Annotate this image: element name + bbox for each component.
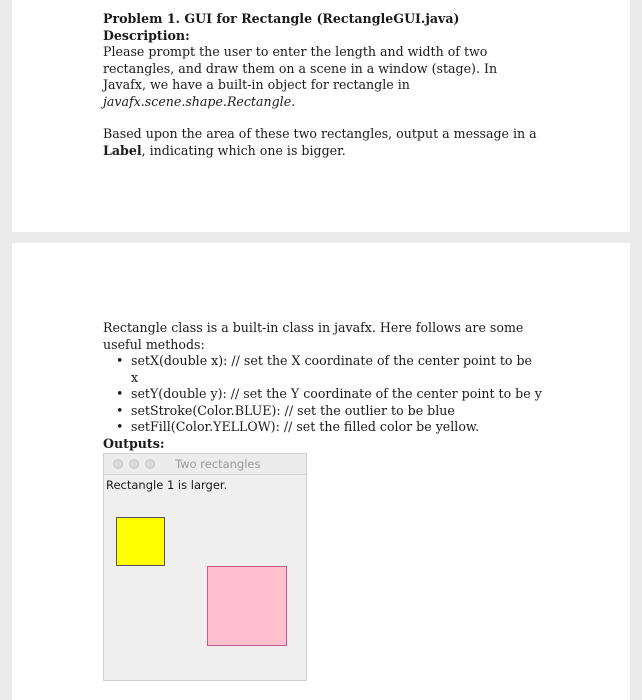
outputs-heading: Outputs: [103,436,165,451]
document-page-1 [12,0,630,232]
method-text: setY(double y): // set the Y coordinate of the center point to be y [131,386,542,401]
list-item [103,386,543,403]
bullet: • [116,386,124,401]
method-text: setStroke(Color.BLUE): // set the outlier to be blue [131,402,455,418]
problem-title: Problem 1. GUI for Rectangle (RectangleGUI.java) [103,11,460,26]
methods-intro: Rectangle class is a built-in class in javafx. Here follows are some useful methods: [103,320,524,352]
output-window-screenshot [103,453,307,681]
method-text: setX(double x): // set the X coordinate of the center point to be x [131,353,532,385]
output-instruction-text: Based upon the area of these two rectangles, output a message in a [103,126,537,141]
window-title: Two rectangles [175,457,261,471]
close-light-icon [113,459,123,469]
description-paragraph [103,44,543,110]
document-page-2 [12,243,630,700]
window-titlebar [104,454,306,475]
rectangle-1-yellow [116,517,165,566]
output-instruction-paragraph [103,126,543,159]
bullet: • [116,402,124,418]
list-item [103,353,543,386]
list-item [103,419,543,436]
zoom-light-icon [145,459,155,469]
methods-list [103,353,543,436]
label-keyword: Label [103,142,142,158]
list-item [103,403,543,420]
output-instruction-tail: , indicating which one is bigger. [141,142,346,158]
problem-section [103,11,543,159]
description-label: Description: [103,27,190,43]
bullet: • [116,353,124,368]
result-label: Rectangle 1 is larger. [106,478,228,492]
rectangle-class-path: javafx.scene.shape.Rectangle. [103,93,296,109]
methods-section [103,320,543,436]
description-text: Please prompt the user to enter the length and width of two rectangles, and draw them on a scene in a window (stage). In Javafx, we have a built-in object for rectangle in [103,44,498,92]
minimize-light-icon [129,459,139,469]
method-text: setFill(Color.YELLOW): // set the filled color be yellow. [131,419,480,434]
rectangle-2-pink [207,566,287,646]
bullet: • [116,419,124,434]
